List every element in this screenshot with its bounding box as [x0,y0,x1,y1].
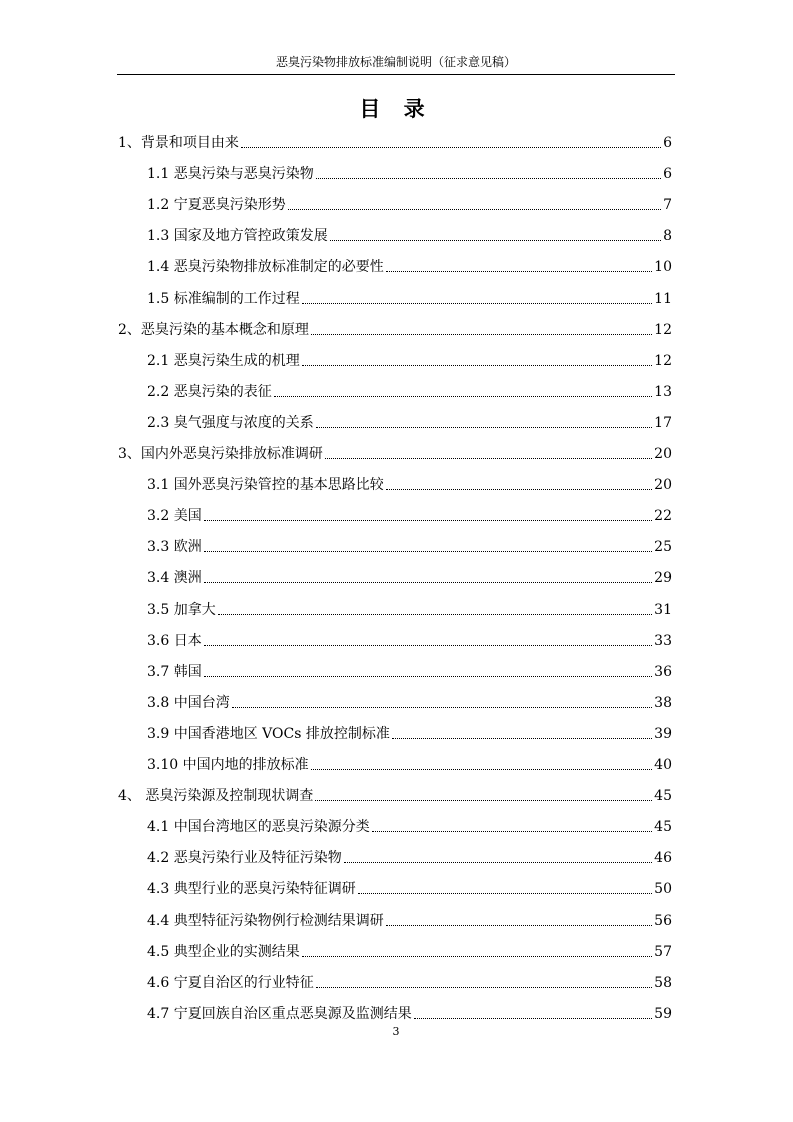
toc-dot-leader [316,987,652,988]
toc-entry-label: 2.2 恶臭污染的表征 [147,384,272,400]
toc-dot-leader [316,178,661,179]
toc-entry-label: 3.6 日本 [147,633,202,649]
toc-entry[interactable] [147,753,672,775]
toc-entry[interactable] [147,224,672,246]
toc-dot-leader [386,271,652,272]
toc-dot-leader [392,738,652,739]
toc-entry-label: 3.10 中国内地的排放标准 [147,757,309,773]
toc-entry-label: 4.6 宁夏自治区的行业特征 [147,975,314,991]
toc-entry-page: 11 [654,291,672,307]
toc-title: 目 录 [359,96,433,121]
toc-entry-label: 1.3 国家及地方管控政策发展 [147,228,328,244]
toc-entry-page: 59 [654,1006,672,1022]
toc-entry-label: 1.2 宁夏恶臭污染形势 [147,197,286,213]
toc-entry-label: 1.5 标准编制的工作过程 [147,291,300,307]
toc-entry-page: 50 [654,881,672,897]
toc-entry[interactable] [147,255,672,277]
toc-entry-page: 29 [654,570,672,586]
toc-dot-leader [311,334,652,335]
toc-dot-leader [414,1018,652,1019]
toc-entry-page: 58 [654,975,672,991]
toc-dot-leader [325,458,652,459]
toc-entry[interactable] [147,349,672,371]
toc-entry-page: 8 [663,228,672,244]
toc-entry-label: 3.4 澳洲 [147,570,202,586]
toc-entry[interactable] [147,1002,672,1024]
toc-entry-label: 4、 恶臭污染源及控制现状调查 [118,788,314,804]
toc-entry-page: 31 [654,602,672,618]
toc-entry[interactable] [147,473,672,495]
toc-entry-label: 3.2 美国 [147,508,202,524]
toc-entry-page: 12 [654,353,672,369]
toc-entry-page: 7 [663,197,672,213]
toc-entry[interactable] [147,815,672,837]
toc-entry-page: 39 [654,726,672,742]
toc-dot-leader [204,520,652,521]
toc-entry-label: 1、背景和项目由来 [118,135,239,151]
toc-entry-label: 3.8 中国台湾 [147,695,230,711]
toc-entry[interactable] [147,909,672,931]
toc-entry-page: 13 [654,384,672,400]
toc-entry-label: 3.5 加拿大 [147,602,216,618]
toc-entry[interactable] [147,877,672,899]
toc-entry-label: 3.3 欧洲 [147,539,202,555]
toc-entry[interactable] [147,162,672,184]
toc-dot-leader [204,551,652,552]
toc-entry-page: 25 [654,539,672,555]
toc-dot-leader [204,676,652,677]
toc-dot-leader [386,489,652,490]
toc-dot-leader [218,614,652,615]
toc-entry-page: 45 [654,819,672,835]
toc-dot-leader [330,240,661,241]
toc-dot-leader [302,365,652,366]
toc-entry-label: 1.4 恶臭污染物排放标准制定的必要性 [147,259,384,275]
toc-entry[interactable] [147,971,672,993]
toc-entry[interactable] [147,411,672,433]
toc-entry[interactable] [118,442,672,464]
toc-entry-label: 4.3 典型行业的恶臭污染特征调研 [147,881,356,897]
toc-entry-label: 4.7 宁夏回族自治区重点恶臭源及监测结果 [147,1006,412,1022]
toc-entry-label: 2.1 恶臭污染生成的机理 [147,353,300,369]
toc-entry[interactable] [118,131,672,153]
toc-dot-leader [316,427,652,428]
toc-dot-leader [315,800,652,801]
page-number: 3 [392,1025,400,1038]
toc-entry-page: 57 [654,944,672,960]
toc-entry-page: 10 [654,259,672,275]
toc-dot-leader [274,396,652,397]
toc-entry-label: 2、恶臭污染的基本概念和原理 [118,322,309,338]
toc-entry[interactable] [147,193,672,215]
toc-entry[interactable] [147,940,672,962]
toc-entry[interactable] [147,722,672,744]
toc-dot-leader [386,925,652,926]
toc-dot-leader [344,862,652,863]
toc-entry-page: 38 [654,695,672,711]
toc-entry-page: 17 [654,415,672,431]
toc-entry-label: 2.3 臭气强度与浓度的关系 [147,415,314,431]
page-header: 恶臭污染物排放标准编制说明（征求意见稿） [275,55,516,69]
toc-dot-leader [302,956,652,957]
toc-entry-label: 4.5 典型企业的实测结果 [147,944,300,960]
toc-entry[interactable] [147,380,672,402]
toc-dot-leader [372,831,652,832]
toc-dot-leader [311,769,653,770]
toc-dot-leader [288,209,661,210]
toc-entry-label: 3、国内外恶臭污染排放标准调研 [118,446,323,462]
toc-entry-page: 20 [654,477,672,493]
toc-entry-label: 4.4 典型特征污染物例行检测结果调研 [147,913,384,929]
toc-dot-leader [232,707,652,708]
toc-entry-label: 3.1 国外恶臭污染管控的基本思路比较 [147,477,384,493]
toc-entry[interactable] [147,691,672,713]
toc-entry-page: 6 [663,135,672,151]
toc-entry-page: 36 [654,664,672,680]
toc-entry[interactable] [118,784,672,806]
toc-entry[interactable] [118,318,672,340]
toc-entry[interactable] [147,504,672,526]
toc-entry-page: 22 [654,508,672,524]
toc-entry-page: 45 [654,788,672,804]
toc-dot-leader [241,147,661,148]
toc-entry-page: 56 [654,913,672,929]
toc-entry[interactable] [147,846,672,868]
toc-entry[interactable] [147,535,672,557]
toc-entry-label: 3.9 中国香港地区 VOCs 排放控制标准 [147,726,390,742]
toc-entry[interactable] [147,566,672,588]
toc-entry-page: 33 [654,633,672,649]
toc-dot-leader [358,893,652,894]
toc-dot-leader [302,303,652,304]
toc-dot-leader [204,582,652,583]
toc-entry-label: 3.7 韩国 [147,664,202,680]
toc-entry[interactable] [147,629,672,651]
toc-entry-page: 40 [654,757,672,773]
toc-dot-leader [204,645,652,646]
toc-entry[interactable] [147,660,672,682]
toc-entry[interactable] [147,598,672,620]
toc-entry-label: 4.2 恶臭污染行业及特征污染物 [147,850,342,866]
toc-entry-label: 1.1 恶臭污染与恶臭污染物 [147,166,314,182]
toc-entry-page: 12 [654,322,672,338]
toc-entry-page: 46 [654,850,672,866]
toc-entry-page: 20 [654,446,672,462]
toc-entry-page: 6 [663,166,672,182]
toc-entry-label: 4.1 中国台湾地区的恶臭污染源分类 [147,819,370,835]
toc-entry[interactable] [147,287,672,309]
